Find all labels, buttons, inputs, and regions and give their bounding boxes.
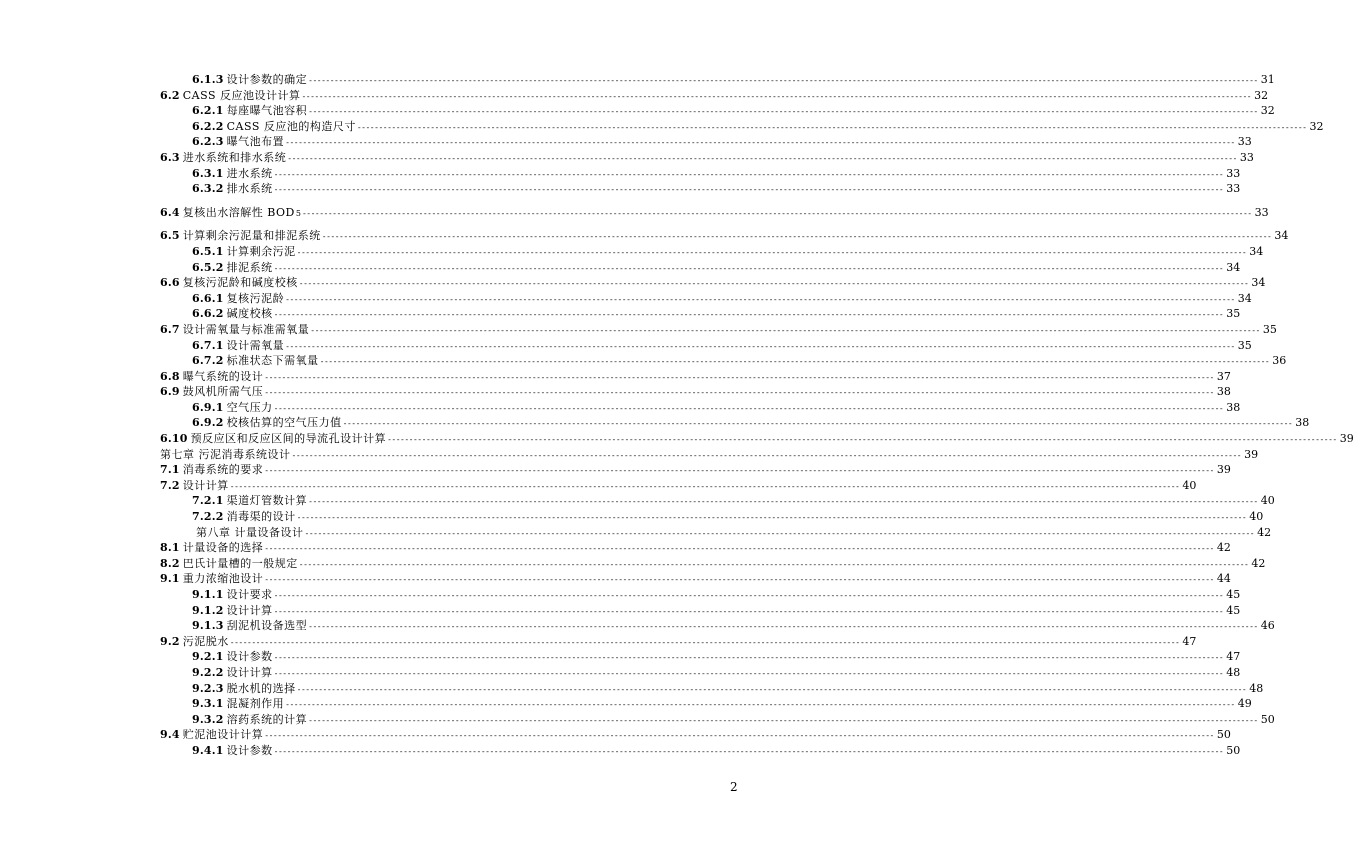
toc-entry [160, 712, 1275, 728]
toc-entry-page: 46 [1260, 619, 1275, 633]
toc-dot-leader: ---------------------------------------------------------------------------------------------------------------------------------------------------------------------------------------------------------------------------- [273, 169, 1224, 179]
toc-dot-leader: ---------------------------------------------------------------------------------------------------------------------------------------------------------------------------------------------------------------------------- [273, 746, 1224, 756]
toc-entry-page: 42 [1216, 541, 1231, 555]
toc-dot-leader: ---------------------------------------------------------------------------------------------------------------------------------------------------------------------------------------------------------------------------- [273, 263, 1224, 273]
toc-entry-title: 设计需氧量与标准需氧量 [182, 322, 310, 336]
toc-entry-number: 9.1.3 [192, 619, 224, 633]
toc-entry-title: 碱度校核 [226, 307, 273, 321]
toc-dot-leader: ---------------------------------------------------------------------------------------------------------------------------------------------------------------------------------------------------------------------------- [285, 700, 1235, 710]
toc-entry-number: 6.8 [160, 369, 180, 383]
toc-entry [160, 205, 1269, 221]
toc-entry-number: 6.10 [160, 432, 188, 446]
toc-entry-title: 贮泥池设计计算 [182, 728, 264, 742]
toc-entry [160, 338, 1252, 354]
toc-entry-page: 48 [1226, 665, 1241, 679]
toc-entry-number: 6.3.1 [192, 166, 224, 180]
toc-entry-page: 40 [1249, 510, 1264, 524]
toc-entry [160, 665, 1241, 681]
toc-entry-title: 设计参数 [226, 743, 273, 757]
toc-entry-title: 消毒系统的要求 [182, 463, 264, 477]
toc-entry-title: 复核出水溶解性 BOD [182, 205, 295, 219]
toc-dot-leader: ---------------------------------------------------------------------------------------------------------------------------------------------------------------------------------------------------------------------------- [264, 731, 1214, 741]
toc-entry-page: 31 [1260, 73, 1275, 86]
toc-entry-number: 6.2 [160, 88, 180, 102]
toc-entry-subscript: 5 [295, 208, 301, 218]
toc-entry-number: 6.6.1 [192, 291, 224, 305]
toc-entry-title: 计量设备的选择 [182, 541, 264, 555]
toc-entry-number: 6.7 [160, 322, 180, 336]
toc-entry-number: 9.2 [160, 634, 180, 648]
toc-dot-leader: ---------------------------------------------------------------------------------------------------------------------------------------------------------------------------------------------------------------------------- [308, 76, 1258, 85]
toc-entry-page: 39 [1244, 447, 1259, 461]
toc-dot-leader: ---------------------------------------------------------------------------------------------------------------------------------------------------------------------------------------------------------------------------- [264, 466, 1214, 476]
toc-entry-number: 7.2 [160, 478, 180, 492]
toc-entry-title: 校核估算的空气压力值 [226, 416, 342, 430]
toc-dot-leader: ---------------------------------------------------------------------------------------------------------------------------------------------------------------------------------------------------------------------------- [304, 528, 1255, 538]
toc-entry-title: 第七章 污泥消毒系统设计 [160, 447, 291, 461]
page-number: 2 [730, 780, 738, 794]
toc-entry [160, 447, 1259, 463]
toc-entry [160, 353, 1287, 369]
toc-entry [160, 743, 1241, 759]
toc-entry-page: 37 [1216, 369, 1231, 383]
toc-entry-title: 计算剩余污泥量和排泥系统 [182, 229, 321, 243]
toc-entry-page: 48 [1249, 681, 1264, 695]
toc-entry-page: 45 [1226, 588, 1241, 601]
toc-entry [160, 618, 1275, 634]
toc-entry-page: 34 [1251, 276, 1266, 290]
toc-entry-title: 排水系统 [226, 182, 273, 196]
toc-entry-page: 50 [1226, 743, 1241, 757]
toc-entry-number: 6.1.3 [192, 73, 224, 86]
toc-entry [160, 166, 1241, 182]
toc-entry-title: 曝气系统的设计 [182, 369, 264, 383]
toc-entry-page: 35 [1262, 322, 1277, 336]
toc-entry-number: 6.5 [160, 229, 180, 243]
toc-entry-title: 预反应区和反应区间的导流孔设计计算 [190, 432, 387, 446]
toc-entry [160, 634, 1197, 650]
toc-entry-title: 鼓风机所需气压 [182, 385, 264, 399]
toc-entry-page: 39 [1216, 463, 1231, 477]
toc-dot-leader: ---------------------------------------------------------------------------------------------------------------------------------------------------------------------------------------------------------------------------- [296, 513, 1247, 523]
toc-entry-number: 6.3 [160, 150, 180, 164]
toc-entry [160, 103, 1275, 119]
toc-entry-title: 巴氏计量槽的一般规定 [182, 556, 298, 570]
toc-dot-leader: ---------------------------------------------------------------------------------------------------------------------------------------------------------------------------------------------------------------------------- [264, 372, 1214, 382]
toc-entry-number: 9.1.1 [192, 588, 224, 601]
toc-entry [160, 181, 1241, 197]
toc-dot-leader: ---------------------------------------------------------------------------------------------------------------------------------------------------------------------------------------------------------------------------- [308, 107, 1258, 117]
toc-dot-leader: ---------------------------------------------------------------------------------------------------------------------------------------------------------------------------------------------------------------------------- [296, 684, 1247, 694]
toc-entry-page: 50 [1216, 728, 1231, 742]
toc-entry-page: 42 [1251, 556, 1266, 570]
toc-entry-title: 空气压力 [226, 400, 273, 414]
toc-entry [160, 322, 1277, 338]
toc-dot-leader: ---------------------------------------------------------------------------------------------------------------------------------------------------------------------------------------------------------------------------- [273, 606, 1224, 616]
toc-dot-leader: ---------------------------------------------------------------------------------------------------------------------------------------------------------------------------------------------------------------------------- [273, 591, 1224, 600]
toc-entry [160, 587, 1241, 603]
toc-entry-number: 6.4 [160, 205, 180, 219]
toc-dot-leader: ---------------------------------------------------------------------------------------------------------------------------------------------------------------------------------------------------------------------------- [298, 279, 1249, 289]
toc-entry [160, 556, 1266, 572]
toc-entry-page: 50 [1260, 712, 1275, 726]
toc-entry [160, 525, 1272, 541]
toc-entry [160, 696, 1252, 712]
toc-entry-title: 消毒渠的设计 [226, 510, 296, 524]
toc-entry-title: CASS 反应池设计计算 [182, 88, 301, 102]
toc-entry-title: 重力浓缩池设计 [182, 572, 264, 586]
toc-entry [160, 384, 1231, 400]
toc-entry [160, 72, 1275, 88]
toc-entry-title: 设计需氧量 [226, 338, 285, 352]
toc-entry-number: 6.9 [160, 385, 180, 399]
toc-entry [160, 369, 1231, 385]
toc-entry-number: 8.1 [160, 541, 180, 555]
toc-entry-page: 33 [1237, 135, 1252, 149]
toc-entry [160, 462, 1231, 478]
toc-entry-page: 36 [1272, 354, 1287, 368]
toc-entry [160, 134, 1252, 150]
toc-entry-page: 38 [1295, 416, 1310, 430]
toc-entry-page: 34 [1226, 260, 1241, 274]
toc-entry-page: 34 [1249, 244, 1264, 258]
toc-entry-page: 49 [1237, 697, 1252, 711]
toc-dot-leader: ---------------------------------------------------------------------------------------------------------------------------------------------------------------------------------------------------------------------------- [264, 575, 1214, 585]
toc-entry [160, 681, 1264, 697]
toc-entry-number: 9.4 [160, 728, 180, 742]
toc-dot-leader: ---------------------------------------------------------------------------------------------------------------------------------------------------------------------------------------------------------------------------- [301, 91, 1252, 101]
toc-dot-leader: ---------------------------------------------------------------------------------------------------------------------------------------------------------------------------------------------------------------------------- [298, 559, 1249, 569]
toc-entry-page: 47 [1226, 650, 1241, 664]
toc-dot-leader: ---------------------------------------------------------------------------------------------------------------------------------------------------------------------------------------------------------------------------- [229, 481, 1180, 491]
toc-dot-leader: ---------------------------------------------------------------------------------------------------------------------------------------------------------------------------------------------------------------------------- [291, 450, 1242, 460]
table-of-contents [160, 72, 1354, 759]
toc-entry-title: 设计计算 [226, 665, 273, 679]
toc-entry-page: 38 [1216, 385, 1231, 399]
toc-entry-number: 6.3.2 [192, 182, 224, 196]
toc-entry [160, 571, 1231, 587]
toc-entry-number: 7.2.1 [192, 494, 224, 508]
toc-entry-number: 9.3.2 [192, 712, 224, 726]
toc-entry-title: CASS 反应池的构造尺寸 [226, 119, 356, 133]
toc-entry-page: 33 [1226, 166, 1241, 180]
toc-entry-title: 设计参数 [226, 650, 273, 664]
toc-entry-title: 设计计算 [226, 603, 273, 617]
toc-entry-title: 复核污泥龄和碱度校核 [182, 276, 298, 290]
toc-entry-title: 排泥系统 [226, 260, 273, 274]
toc-dot-leader: ---------------------------------------------------------------------------------------------------------------------------------------------------------------------------------------------------------------------------- [308, 497, 1258, 507]
toc-entry-page: 32 [1254, 88, 1269, 102]
toc-entry-number: 9.1 [160, 572, 180, 586]
toc-entry [160, 540, 1231, 556]
toc-entry-number: 9.2.3 [192, 681, 224, 695]
toc-entry-number: 6.7.2 [192, 354, 224, 368]
toc-entry-number: 6.2.3 [192, 135, 224, 149]
toc-entry-title: 标准状态下需氧量 [226, 354, 319, 368]
toc-entry [160, 478, 1197, 494]
toc-dot-leader: ---------------------------------------------------------------------------------------------------------------------------------------------------------------------------------------------------------------------------- [273, 185, 1224, 195]
toc-entry-page: 33 [1239, 150, 1254, 164]
toc-entry-page: 34 [1274, 229, 1289, 243]
toc-dot-leader: ---------------------------------------------------------------------------------------------------------------------------------------------------------------------------------------------------------------------------- [387, 435, 1337, 445]
toc-entry-title: 设计参数的确定 [226, 73, 308, 86]
toc-entry-number: 6.2.1 [192, 104, 224, 118]
toc-entry-number: 8.2 [160, 556, 180, 570]
toc-dot-leader: ---------------------------------------------------------------------------------------------------------------------------------------------------------------------------------------------------------------------------- [356, 122, 1307, 132]
toc-entry-page: 47 [1182, 634, 1197, 648]
toc-entry-title: 进水系统 [226, 166, 273, 180]
toc-dot-leader: ---------------------------------------------------------------------------------------------------------------------------------------------------------------------------------------------------------------------------- [273, 310, 1224, 320]
toc-entry [160, 493, 1275, 509]
toc-entry [160, 727, 1231, 743]
toc-entry-page: 32 [1309, 119, 1324, 133]
toc-entry-title: 复核污泥龄 [226, 291, 285, 305]
toc-dot-leader: ---------------------------------------------------------------------------------------------------------------------------------------------------------------------------------------------------------------------------- [273, 653, 1224, 663]
toc-dot-leader: ---------------------------------------------------------------------------------------------------------------------------------------------------------------------------------------------------------------------------- [273, 668, 1224, 678]
toc-entry-title: 曝气池布置 [226, 135, 285, 149]
toc-entry-number: 9.1.2 [192, 603, 224, 617]
toc-entry [160, 228, 1289, 244]
toc-entry-page: 38 [1226, 400, 1241, 414]
toc-entry-page: 45 [1226, 603, 1241, 617]
toc-dot-leader: ---------------------------------------------------------------------------------------------------------------------------------------------------------------------------------------------------------------------------- [308, 715, 1258, 725]
toc-entry [160, 150, 1254, 166]
toc-entry-page: 40 [1260, 494, 1275, 508]
toc-entry-number: 9.2.1 [192, 650, 224, 664]
toc-dot-leader: ---------------------------------------------------------------------------------------------------------------------------------------------------------------------------------------------------------------------------- [310, 325, 1260, 335]
toc-dot-leader: ---------------------------------------------------------------------------------------------------------------------------------------------------------------------------------------------------------------------------- [285, 341, 1235, 351]
toc-entry-page: 40 [1182, 478, 1197, 492]
toc-entry-number: 6.2.2 [192, 119, 224, 133]
toc-dot-leader: ---------------------------------------------------------------------------------------------------------------------------------------------------------------------------------------------------------------------------- [273, 403, 1224, 413]
toc-entry [160, 275, 1266, 291]
toc-dot-leader: ---------------------------------------------------------------------------------------------------------------------------------------------------------------------------------------------------------------------------- [301, 208, 1252, 218]
toc-entry [160, 291, 1252, 307]
toc-entry-number: 6.6.2 [192, 307, 224, 321]
toc-entry [160, 306, 1241, 322]
toc-entry-page: 33 [1254, 205, 1269, 219]
toc-entry-number: 6.9.2 [192, 416, 224, 430]
toc-entry-page: 34 [1237, 291, 1252, 305]
toc-entry-page: 33 [1226, 182, 1241, 196]
toc-dot-leader: ---------------------------------------------------------------------------------------------------------------------------------------------------------------------------------------------------------------------------- [296, 247, 1247, 257]
toc-entry [160, 649, 1241, 665]
toc-entry-title: 进水系统和排水系统 [182, 150, 287, 164]
toc-entry-number: 9.4.1 [192, 743, 224, 757]
toc-entry-number: 6.6 [160, 276, 180, 290]
toc-entry-page: 32 [1260, 104, 1275, 118]
toc-entry [160, 431, 1354, 447]
toc-entry-title: 污泥脱水 [182, 634, 229, 648]
toc-entry-title: 混凝剂作用 [226, 697, 285, 711]
toc-entry-title: 第八章 计量设备设计 [196, 525, 304, 539]
toc-dot-leader: ---------------------------------------------------------------------------------------------------------------------------------------------------------------------------------------------------------------------------- [342, 419, 1293, 429]
toc-entry [160, 119, 1324, 135]
toc-dot-leader: ---------------------------------------------------------------------------------------------------------------------------------------------------------------------------------------------------------------------------- [285, 294, 1235, 304]
toc-entry [160, 400, 1241, 416]
toc-dot-leader: ---------------------------------------------------------------------------------------------------------------------------------------------------------------------------------------------------------------------------- [229, 637, 1180, 647]
toc-entry-title: 溶药系统的计算 [226, 712, 308, 726]
toc-entry-title: 每座曝气池容积 [226, 104, 308, 118]
toc-dot-leader: ---------------------------------------------------------------------------------------------------------------------------------------------------------------------------------------------------------------------------- [285, 138, 1235, 148]
toc-entry-number: 6.5.1 [192, 244, 224, 258]
toc-entry [160, 244, 1264, 260]
toc-entry [160, 603, 1241, 619]
toc-entry-title: 计算剩余污泥 [226, 244, 296, 258]
toc-entry [160, 415, 1310, 431]
toc-entry-title: 设计计算 [182, 478, 229, 492]
toc-entry-number: 7.2.2 [192, 510, 224, 524]
toc-entry-number: 9.2.2 [192, 665, 224, 679]
toc-dot-leader: ---------------------------------------------------------------------------------------------------------------------------------------------------------------------------------------------------------------------------- [287, 153, 1237, 163]
toc-entry-page: 39 [1339, 432, 1354, 446]
toc-entry-number: 6.5.2 [192, 260, 224, 274]
toc-entry-page: 35 [1226, 307, 1241, 321]
toc-entry-title: 设计要求 [226, 588, 273, 601]
toc-entry [160, 88, 1269, 104]
toc-entry-title: 刮泥机设备选型 [226, 619, 308, 633]
toc-entry [160, 509, 1264, 525]
toc-entry-number: 6.7.1 [192, 338, 224, 352]
toc-dot-leader: ---------------------------------------------------------------------------------------------------------------------------------------------------------------------------------------------------------------------------- [319, 357, 1270, 367]
toc-entry-number: 9.3.1 [192, 697, 224, 711]
toc-dot-leader: ---------------------------------------------------------------------------------------------------------------------------------------------------------------------------------------------------------------------------- [264, 544, 1214, 554]
toc-dot-leader: ---------------------------------------------------------------------------------------------------------------------------------------------------------------------------------------------------------------------------- [321, 232, 1272, 242]
toc-entry-page: 35 [1237, 338, 1252, 352]
toc-entry-page: 42 [1257, 525, 1272, 539]
toc-entry-page: 44 [1216, 572, 1231, 586]
toc-dot-leader: ---------------------------------------------------------------------------------------------------------------------------------------------------------------------------------------------------------------------------- [264, 388, 1214, 398]
toc-entry-number: 6.9.1 [192, 400, 224, 414]
toc-entry-title: 渠道灯管数计算 [226, 494, 308, 508]
toc-dot-leader: ---------------------------------------------------------------------------------------------------------------------------------------------------------------------------------------------------------------------------- [308, 622, 1258, 632]
toc-entry [160, 260, 1241, 276]
toc-entry-title: 脱水机的选择 [226, 681, 296, 695]
toc-entry-number: 7.1 [160, 463, 180, 477]
